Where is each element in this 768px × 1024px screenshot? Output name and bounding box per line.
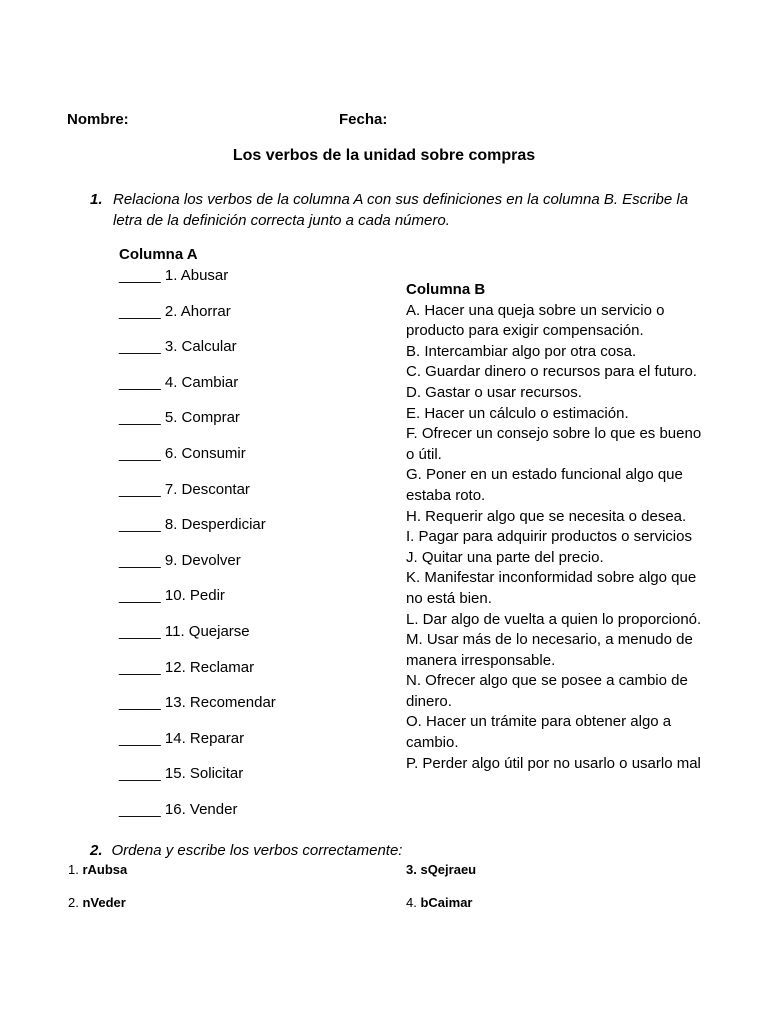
column-b-item: A. Hacer una queja sobre un servicio o producto para exigir compensación. — [406, 301, 665, 340]
scrambled-number: 1. — [68, 862, 79, 877]
exercise-2-instructions — [90, 841, 402, 861]
column-b-item: D. Gastar o usar recursos. — [406, 383, 582, 401]
column-b-item: L. Dar algo de vuelta a quien lo proporcionó. — [406, 610, 702, 628]
column-a-item: _____ 16. Vender — [119, 800, 238, 818]
column-b-item: P. Perder algo útil por no usarlo o usarlo mal — [406, 754, 701, 772]
column-a-item: _____ 4. Cambiar — [119, 373, 239, 391]
scrambled-word: sQejraeu — [420, 862, 477, 877]
page-title: Los verbos de la unidad sobre compras — [232, 147, 536, 164]
column-a-heading: Columna A — [119, 246, 198, 263]
exercise-2-text: Ordena y escribe los verbos correctamente: — [111, 842, 403, 859]
scrambled-word: rAubsa — [82, 862, 128, 877]
column-b-item: B. Intercambiar algo por otra cosa. — [406, 342, 637, 360]
date-label: Fecha: — [339, 111, 388, 128]
column-a-item: _____ 14. Reparar — [119, 729, 245, 747]
column-a-item: _____ 11. Quejarse — [119, 622, 250, 640]
column-a-item: _____ 2. Ahorrar — [119, 302, 231, 320]
scrambled-item — [406, 895, 473, 911]
column-b-item: H. Requerir algo que se necesita o desea. — [406, 507, 687, 525]
exercise-1-text: Relaciona los verbos de la columna A con sus definiciones en la columna B. Escribe la letra de la definición correcta junto a cada número. — [113, 191, 689, 229]
column-a-item: _____ 6. Consumir — [119, 444, 246, 462]
column-a-item: _____ 1. Abusar — [119, 267, 229, 284]
exercise-2-number: 2. — [90, 842, 103, 859]
scrambled-word: bCaimar — [420, 895, 473, 910]
column-b-heading: Columna B — [406, 281, 486, 298]
column-b-item: K. Manifestar inconformidad sobre algo que no está bien. — [406, 569, 697, 607]
column-b-item: E. Hacer un cálculo o estimación. — [406, 404, 629, 422]
column-b-item: I. Pagar para adquirir productos o servicios — [406, 528, 692, 546]
scrambled-number: 2. — [68, 895, 79, 910]
column-b-item: J. Quitar una parte del precio. — [406, 548, 604, 566]
name-label: Nombre: — [67, 111, 129, 128]
column-a-item: _____ 13. Recomendar — [119, 694, 276, 712]
column-a-list — [119, 266, 276, 836]
column-a-item: _____ 8. Desperdiciar — [119, 516, 266, 534]
column-a-item: _____ 7. Descontar — [119, 480, 250, 498]
scrambled-word: nVeder — [82, 895, 126, 910]
scrambled-item — [68, 862, 127, 878]
exercise-1-instructions — [90, 190, 700, 231]
scrambled-number: 4. — [406, 895, 417, 910]
column-a-item: _____ 15. Solicitar — [119, 765, 244, 783]
scrambled-item — [406, 862, 476, 878]
column-b-item: G. Poner en un estado funcional algo que estaba roto. — [406, 466, 683, 504]
column-a-item: _____ 5. Comprar — [119, 409, 240, 427]
column-b — [406, 280, 706, 774]
column-b-item: M. Usar más de lo necesario, a menudo de manera irresponsable. — [406, 631, 693, 669]
column-b-item: O. Hacer un trámite para obtener algo a cambio. — [406, 713, 672, 752]
column-b-item: F. Ofrecer un consejo sobre lo que es bueno o útil. — [406, 425, 702, 463]
column-a-item: _____ 12. Reclamar — [119, 658, 255, 676]
column-b-item: C. Guardar dinero o recursos para el futuro. — [406, 363, 697, 381]
exercise-1-number: 1. — [90, 191, 103, 208]
column-a-item: _____ 10. Pedir — [119, 587, 225, 605]
scrambled-number: 3. — [406, 862, 417, 877]
column-a-item: _____ 9. Devolver — [119, 551, 241, 569]
column-b-item: N. Ofrecer algo que se posee a cambio de dinero. — [406, 672, 688, 710]
scrambled-item — [68, 895, 126, 911]
column-a-item: _____ 3. Calcular — [119, 338, 237, 356]
